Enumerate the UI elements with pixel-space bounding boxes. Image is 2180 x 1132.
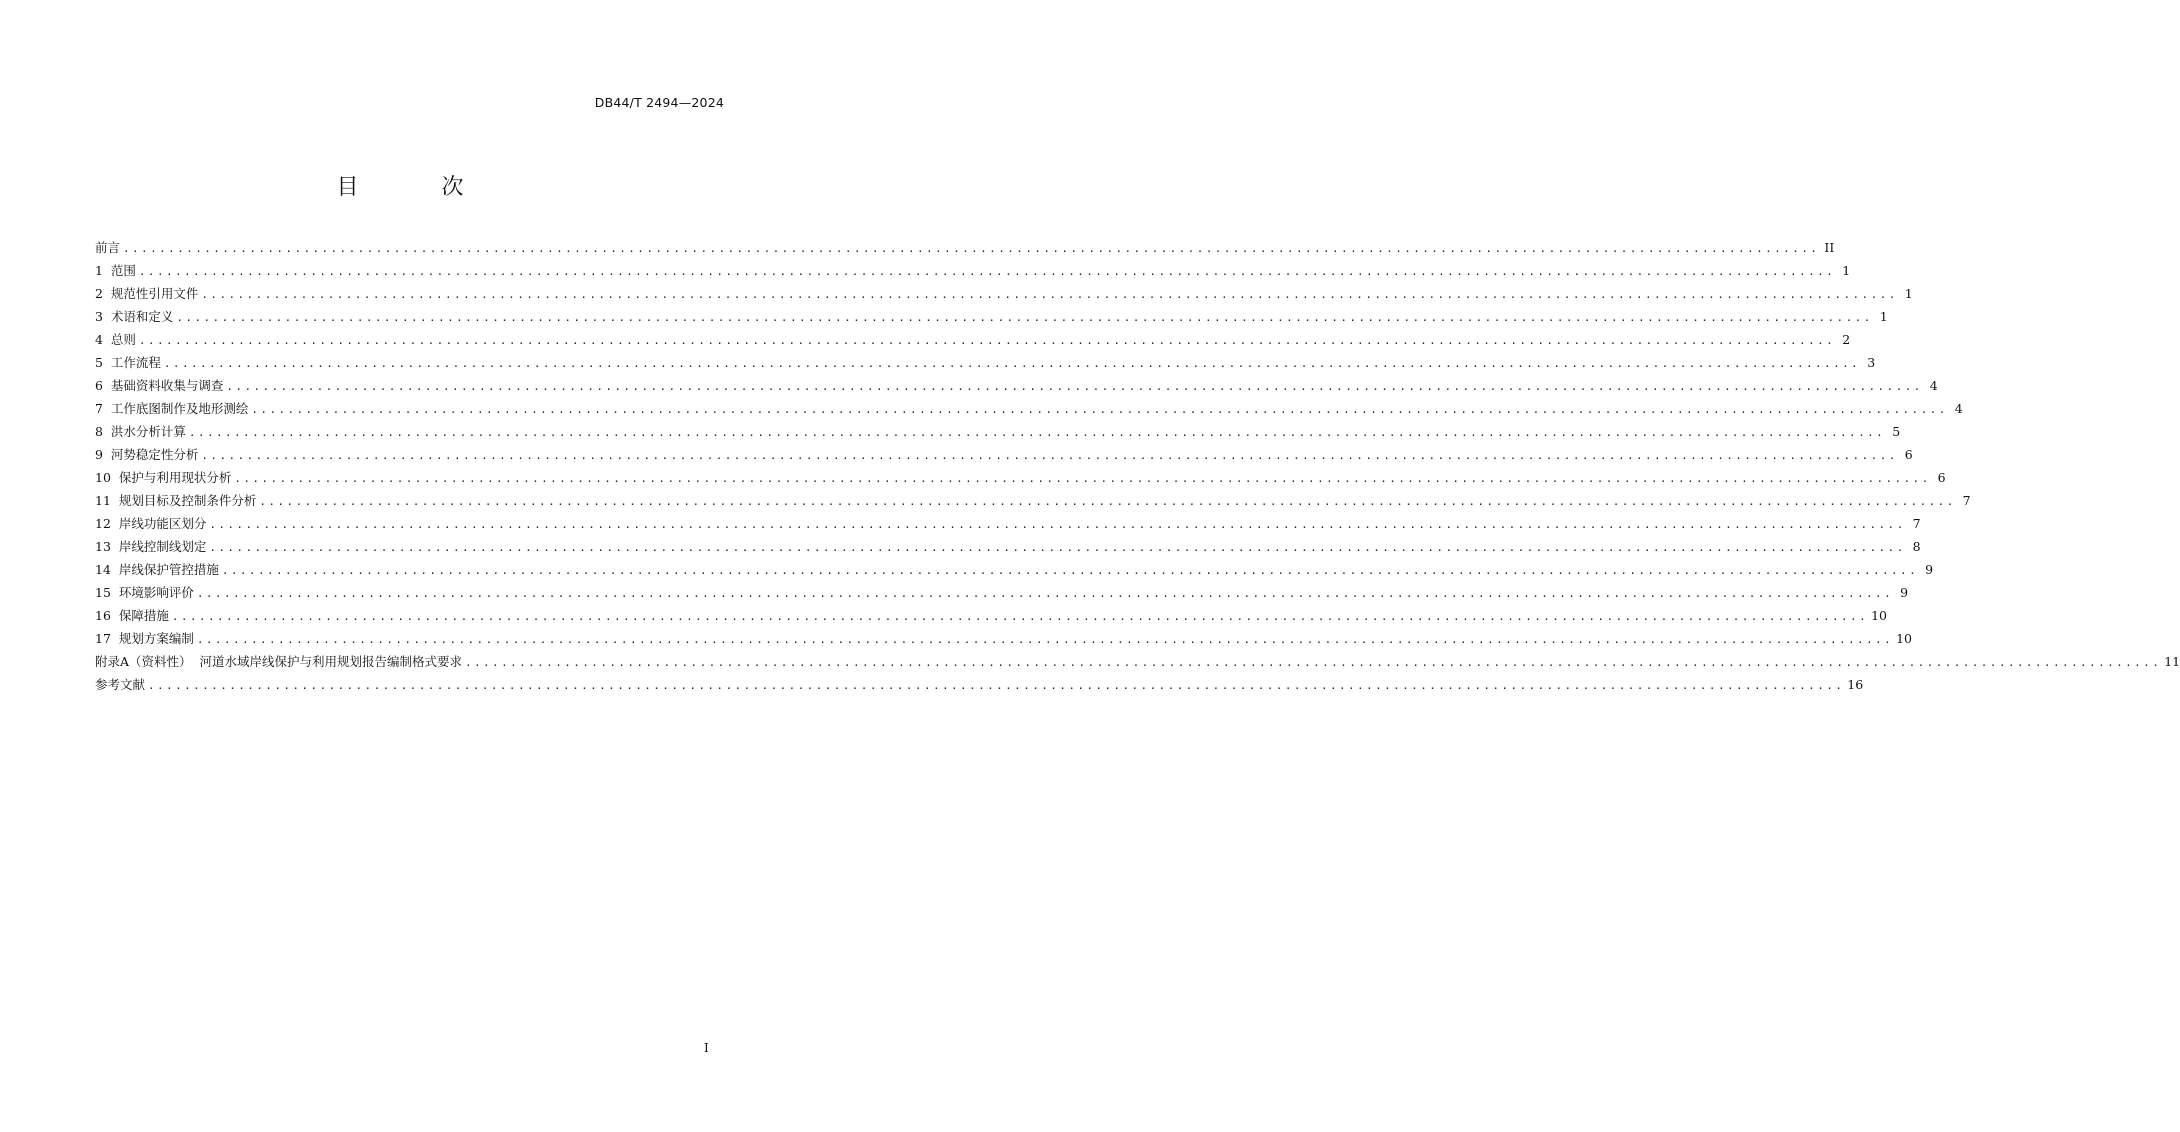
document-code: DB44/T 2494—2024 (594, 95, 724, 110)
toc-entry-page: 6 (1937, 470, 1946, 485)
toc-leader-dots: ............................................................................................................................................................................................ (196, 633, 1894, 646)
toc-entry-page: 10 (1896, 631, 1913, 646)
toc-entry-page: 3 (1867, 355, 1876, 370)
toc-leader-dots: ............................................................................................................................................................................................ (226, 380, 1923, 393)
toc-entry-page: 11 (2164, 654, 2180, 669)
toc-leader-dots: ............................................................................................................................................................................................ (209, 541, 1906, 554)
toc-entry-label: 12 岸线功能区划分 (95, 516, 207, 531)
toc-leader-dots: ............................................................................................................................................................................................ (163, 357, 1861, 370)
toc-entry-4[interactable] (95, 328, 1851, 351)
toc-entry-label: 2 规范性引用文件 (95, 286, 199, 301)
toc-leader-dots: ............................................................................................................................................................................................ (188, 426, 1886, 439)
toc-entry-foreword[interactable] (95, 236, 1835, 259)
toc-entry-11[interactable] (95, 489, 1971, 512)
toc-entry-16[interactable] (95, 604, 1888, 627)
toc-leader-dots: ............................................................................................................................................................................................ (221, 564, 1919, 577)
toc-leader-dots: ............................................................................................................................................................................................ (201, 288, 1898, 301)
toc-entry-label: 前言 (95, 240, 121, 255)
toc-entry-label: 6 基础资料收集与调查 (95, 378, 224, 393)
toc-entry-page: 9 (1925, 562, 1934, 577)
toc-entry-label: 14 岸线保护管控措施 (95, 562, 219, 577)
toc-entry-page: II (1824, 240, 1835, 255)
toc-leader-dots: ............................................................................................................................................................................................ (259, 495, 1956, 508)
toc-entry-6[interactable] (95, 374, 1938, 397)
toc-entry-page: 4 (1954, 401, 1963, 416)
toc-entry-page: 16 (1847, 677, 1864, 692)
toc-entry-page: 7 (1962, 493, 1971, 508)
toc-leader-dots: ............................................................................................................................................................................................ (138, 265, 1836, 278)
toc-entry-label: 4 总则 (95, 332, 136, 347)
toc-entry-8[interactable] (95, 420, 1901, 443)
toc-entry-label: 16 保障措施 (95, 608, 169, 623)
toc-entry-12[interactable] (95, 512, 1921, 535)
toc-entry-page: 10 (1871, 608, 1888, 623)
toc-entry-1[interactable] (95, 259, 1851, 282)
toc-entry-page: 5 (1892, 424, 1901, 439)
toc-leader-dots: ............................................................................................................................................................................................ (176, 311, 1873, 324)
toc-leader-dots: ............................................................................................................................................................................................ (209, 518, 1906, 531)
toc-entry-label: 附录A（资料性） 河道水域岸线保护与利用规划报告编制格式要求 (95, 654, 462, 669)
toc-entry-page: 7 (1912, 516, 1921, 531)
toc-entry-page: 2 (1842, 332, 1851, 347)
toc-entry-3[interactable] (95, 305, 1888, 328)
toc-entry-page: 1 (1879, 309, 1888, 324)
toc-entry-label: 13 岸线控制线划定 (95, 539, 207, 554)
toc-entry-7[interactable] (95, 397, 1963, 420)
toc-entry-appendix-a[interactable] (95, 650, 2180, 673)
toc-entry-13[interactable] (95, 535, 1921, 558)
toc-entry-page: 9 (1900, 585, 1909, 600)
toc-entry-label: 10 保护与利用现状分析 (95, 470, 232, 485)
toc-entry-17[interactable] (95, 627, 1913, 650)
toc-entry-label: 5 工作流程 (95, 355, 161, 370)
toc-leader-dots: ............................................................................................................................................................................................ (201, 449, 1898, 462)
toc-entry-label: 15 环境影响评价 (95, 585, 194, 600)
page-number: I (704, 1041, 709, 1055)
toc-leader-dots: ............................................................................................................................................................................................ (234, 472, 1931, 485)
toc-entry-label: 11 规划目标及控制条件分析 (95, 493, 257, 508)
toc-entry-bibliography[interactable] (95, 673, 1864, 696)
toc-leader-dots: ............................................................................................................................................................................................ (196, 587, 1894, 600)
toc-entry-page: 6 (1904, 447, 1913, 462)
toc-entry-14[interactable] (95, 558, 1934, 581)
toc-entry-page: 8 (1912, 539, 1921, 554)
toc-entry-label: 7 工作底图制作及地形测绘 (95, 401, 249, 416)
toc-leader-dots: ............................................................................................................................................................................................ (123, 242, 1820, 255)
toc-entry-9[interactable] (95, 443, 1913, 466)
toc-entry-label: 17 规划方案编制 (95, 631, 194, 646)
toc-entry-page: 1 (1842, 263, 1851, 278)
toc-entry-label: 1 范围 (95, 263, 136, 278)
toc-entry-label: 8 洪水分析计算 (95, 424, 186, 439)
toc-leader-dots: ............................................................................................................................................................................................ (138, 334, 1836, 347)
toc-entry-10[interactable] (95, 466, 1946, 489)
toc-entry-page: 1 (1904, 286, 1913, 301)
toc-entry-5[interactable] (95, 351, 1876, 374)
toc-leader-dots: ............................................................................................................................................................................................ (171, 610, 1869, 623)
toc-leader-dots: ............................................................................................................................................................................................ (251, 403, 1948, 416)
page-title: 目 次 (336, 175, 502, 200)
toc-entry-label: 3 术语和定义 (95, 309, 174, 324)
toc-entry-15[interactable] (95, 581, 1909, 604)
toc-entry-label: 9 河势稳定性分析 (95, 447, 199, 462)
toc-leader-dots: ............................................................................................................................................................................................ (464, 656, 2162, 669)
table-of-contents (95, 236, 2180, 696)
toc-leader-dots: ............................................................................................................................................................................................ (148, 679, 1845, 692)
toc-entry-page: 4 (1929, 378, 1938, 393)
toc-entry-2[interactable] (95, 282, 1913, 305)
toc-entry-label: 参考文献 (95, 677, 146, 692)
